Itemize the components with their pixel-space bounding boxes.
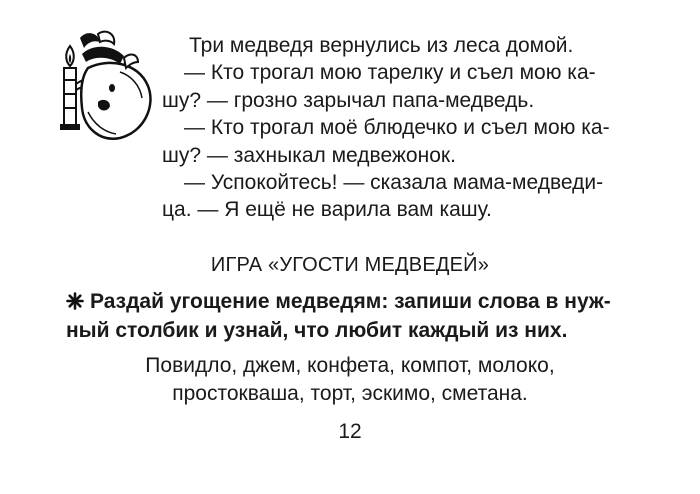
bear-illustration-icon bbox=[58, 28, 158, 146]
word-list-line: Повидло, джем, конфета, компот, молоко, bbox=[145, 354, 555, 377]
asterisk-star-icon bbox=[66, 289, 84, 307]
story-line: — Кто трогал моё блюдечко и съел мою ка- bbox=[184, 116, 610, 140]
story-line: — Кто трогал мою тарелку и съел мою ка- bbox=[184, 61, 596, 85]
task-instruction bbox=[66, 287, 666, 345]
story-line: шу? — грозно зарычал папа-медведь. bbox=[162, 88, 535, 112]
task-line: ный столбик и узнай, что любит каждый из них. bbox=[66, 319, 568, 342]
story-line: Три медведя вернулись из леса домой. bbox=[189, 34, 574, 57]
story-text bbox=[162, 32, 622, 224]
story-line: — Успокойтесь! — сказала мама-медведи- bbox=[184, 171, 604, 195]
word-list bbox=[0, 352, 700, 408]
story-line: ца. — Я ещё не варила вам кашу. bbox=[162, 198, 492, 222]
story-line: шу? — захныкал медвежонок. bbox=[162, 143, 456, 167]
word-list-line: простокваша, торт, эскимо, сметана. bbox=[172, 382, 528, 405]
task-line bbox=[66, 287, 666, 316]
page-number: 12 bbox=[338, 420, 362, 443]
game-title: ИГРА «УГОСТИ МЕДВЕДЕЙ» bbox=[210, 254, 490, 276]
task-line-text: Раздай угощение медведям: запиши слова в нуж- bbox=[90, 290, 611, 313]
